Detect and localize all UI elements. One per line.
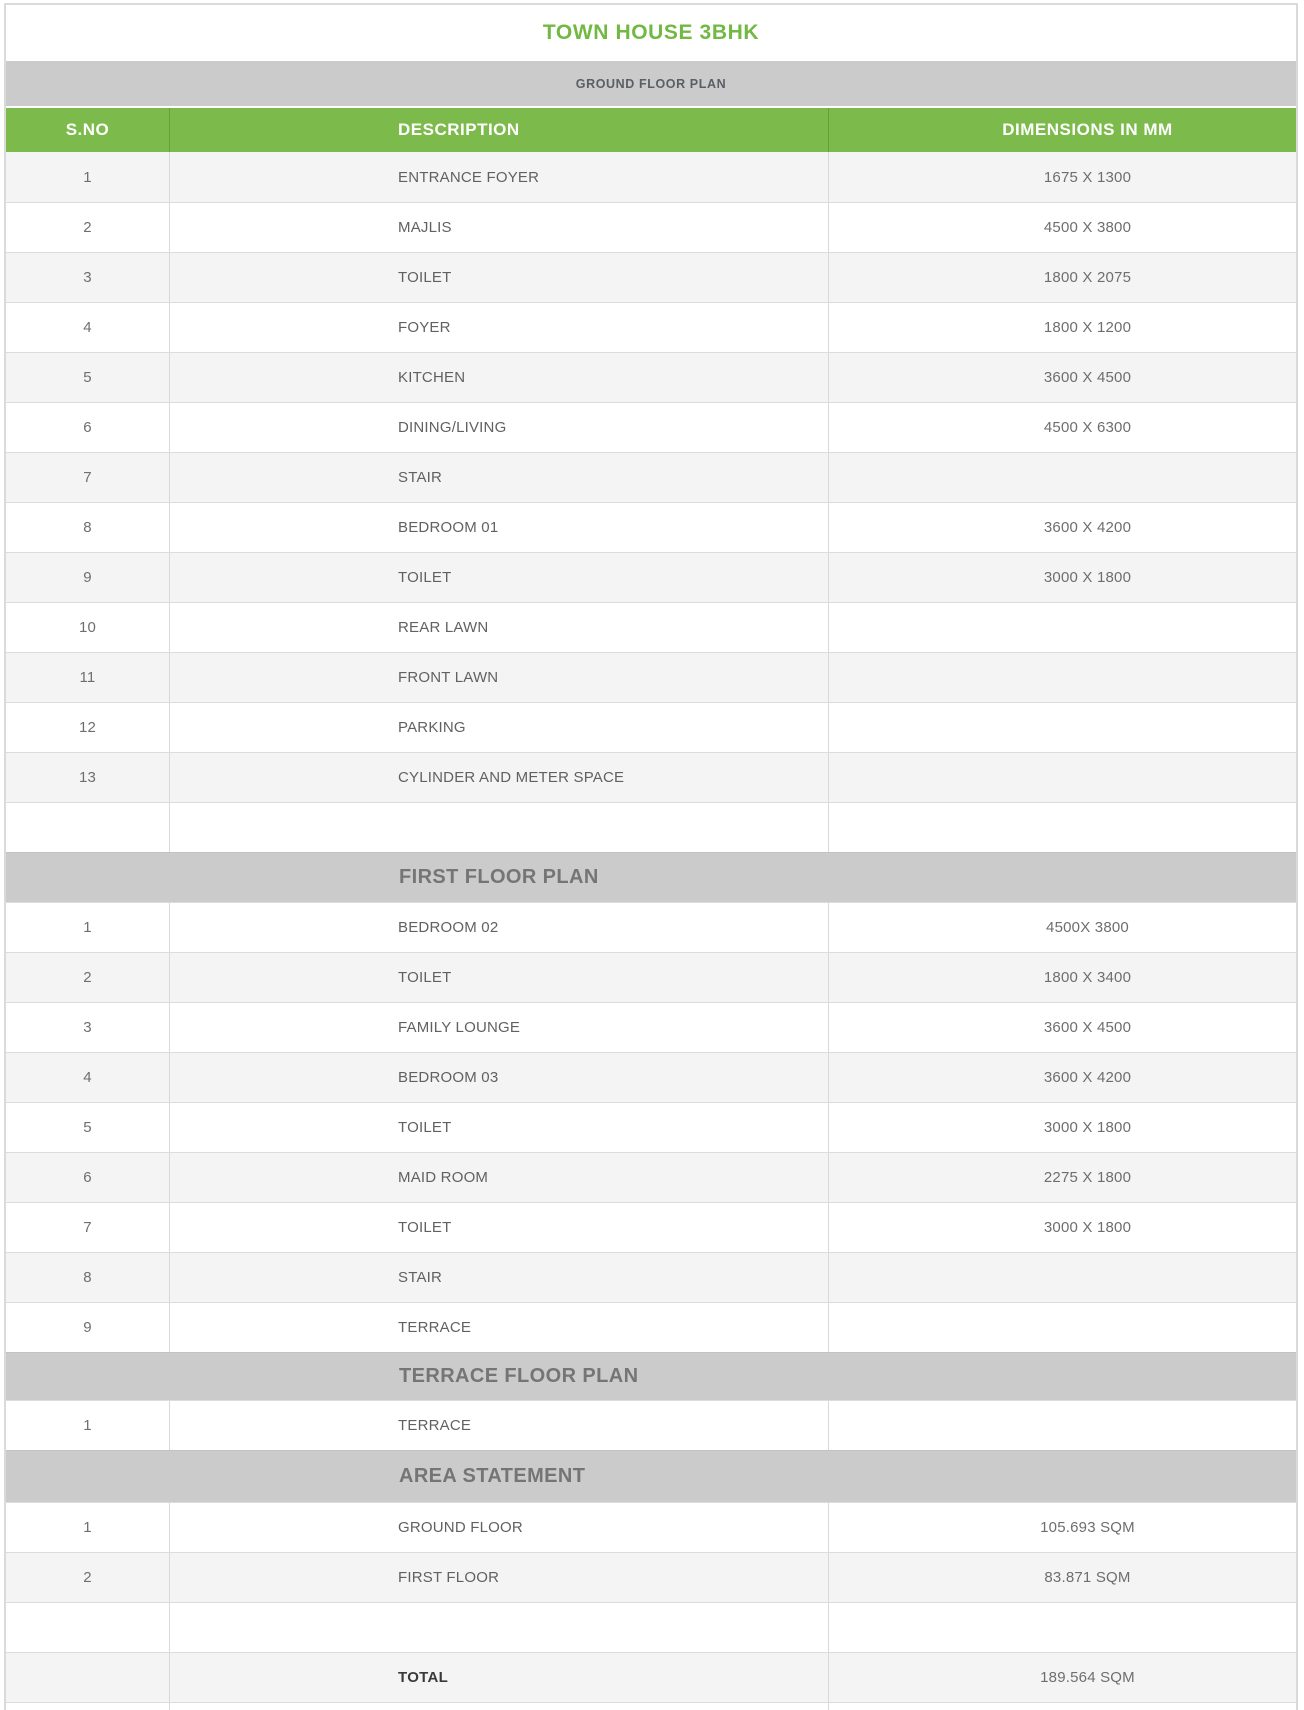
table-row	[6, 1052, 1296, 1102]
dimension-cell	[829, 1603, 1296, 1652]
dimension-cell: 4500X 3800	[1046, 919, 1129, 936]
sno-cell: 3	[6, 253, 170, 302]
dimension-cell: 83.871 SQM	[1044, 1569, 1131, 1586]
description-cell: DINING/LIVING	[170, 403, 829, 452]
table-row	[6, 402, 1296, 452]
section-band-ground-floor-plan	[6, 61, 1296, 108]
dimension-cell	[829, 803, 1296, 852]
column-header-dimensions: DIMENSIONS IN MM	[1002, 120, 1173, 139]
description-cell: FAMILY LOUNGE	[170, 1003, 829, 1052]
dimension-cell	[829, 703, 1296, 752]
dimension-cell: 105.693 SQM	[1040, 1519, 1135, 1536]
column-header-description: DESCRIPTION	[170, 108, 829, 152]
description-cell: STAIR	[170, 1253, 829, 1302]
table-row	[6, 1602, 1296, 1652]
table-row	[6, 902, 1296, 952]
dimension-cell: 1800 X 1200	[1043, 319, 1132, 336]
description-cell: MAJLIS	[170, 203, 829, 252]
description-cell: FOYER	[170, 303, 829, 352]
table-row	[6, 1002, 1296, 1052]
column-header-sno: S.NO	[6, 108, 170, 152]
dimension-cell: 1800 X 3400	[1043, 969, 1132, 986]
sno-cell: 1	[6, 152, 170, 202]
dimension-cell: 4500 X 6300	[1043, 419, 1132, 436]
table-row	[6, 652, 1296, 702]
dimension-cell: 1800 X 2075	[1043, 269, 1132, 286]
dimension-cell	[829, 453, 1296, 502]
description-cell: TOILET	[170, 953, 829, 1002]
table-row	[6, 802, 1296, 852]
table-row	[6, 502, 1296, 552]
description-cell	[170, 1603, 829, 1652]
description-cell: STAIR	[170, 453, 829, 502]
sno-cell: 13	[6, 753, 170, 802]
dimension-cell	[829, 753, 1296, 802]
dimension-cell: 4500 X 3800	[1043, 219, 1132, 236]
description-cell: TOILET	[170, 1103, 829, 1152]
table-row	[6, 1302, 1296, 1352]
description-cell	[170, 1703, 829, 1710]
sno-cell: 1	[6, 903, 170, 952]
dimension-cell	[829, 1401, 1296, 1450]
section-band-first-floor	[6, 852, 1296, 902]
sno-cell: 2	[6, 203, 170, 252]
dimension-cell	[829, 1303, 1296, 1352]
dimension-cell: 189.564 SQM	[1040, 1669, 1135, 1686]
section-band-label: FIRST FLOOR PLAN	[399, 866, 599, 888]
dimension-cell	[829, 603, 1296, 652]
sno-cell: 7	[6, 1203, 170, 1252]
sno-cell: 12	[6, 703, 170, 752]
table-row	[6, 1702, 1296, 1710]
title-row	[6, 5, 1296, 61]
dimension-cell: 3000 X 1800	[1043, 1119, 1132, 1136]
table-row	[6, 752, 1296, 802]
description-cell: TOTAL	[170, 1653, 829, 1702]
dimension-cell	[829, 1703, 1296, 1710]
sno-cell: 6	[6, 1153, 170, 1202]
section-band-label: TERRACE FLOOR PLAN	[399, 1365, 639, 1387]
sno-cell: 4	[6, 1053, 170, 1102]
dimension-cell	[829, 653, 1296, 702]
description-cell: TOILET	[170, 253, 829, 302]
table-row	[6, 202, 1296, 252]
description-cell: TERRACE	[170, 1303, 829, 1352]
dimension-cell: 3600 X 4500	[1043, 1019, 1132, 1036]
dimension-cell: 2275 X 1800	[1043, 1169, 1132, 1186]
description-cell: ENTRANCE FOYER	[170, 152, 829, 202]
description-cell: BEDROOM 02	[170, 903, 829, 952]
sno-cell: 1	[6, 1503, 170, 1552]
sno-cell: 8	[6, 1253, 170, 1302]
dimension-cell: 1675 X 1300	[1043, 168, 1132, 186]
sno-cell: 9	[6, 1303, 170, 1352]
table-body	[6, 152, 1296, 1710]
dimension-cell: 3600 X 4200	[1043, 1069, 1132, 1086]
sno-cell: 2	[6, 1553, 170, 1602]
sno-cell	[6, 1703, 170, 1710]
table-row	[6, 352, 1296, 402]
table-header-row	[6, 108, 1296, 152]
table-row	[6, 452, 1296, 502]
sno-cell	[6, 803, 170, 852]
description-cell: GROUND FLOOR	[170, 1503, 829, 1552]
table-row	[6, 302, 1296, 352]
table-row	[6, 1252, 1296, 1302]
specification-table	[4, 3, 1298, 1710]
table-row	[6, 952, 1296, 1002]
sno-cell	[6, 1603, 170, 1652]
sno-cell: 5	[6, 353, 170, 402]
dimension-cell: 3000 X 1800	[1043, 569, 1132, 586]
section-band-label: AREA STATEMENT	[399, 1465, 586, 1487]
table-row	[6, 152, 1296, 202]
sno-cell: 5	[6, 1103, 170, 1152]
description-cell: KITCHEN	[170, 353, 829, 402]
table-row	[6, 702, 1296, 752]
description-cell: PARKING	[170, 703, 829, 752]
dimension-cell: 3000 X 1800	[1043, 1219, 1132, 1236]
dimension-cell: 3600 X 4200	[1043, 519, 1132, 536]
sno-cell	[6, 1653, 170, 1702]
dimension-cell	[829, 1253, 1296, 1302]
table-row	[6, 1400, 1296, 1450]
sno-cell: 7	[6, 453, 170, 502]
dimension-cell: 3600 X 4500	[1043, 369, 1132, 386]
description-cell: FIRST FLOOR	[170, 1553, 829, 1602]
description-cell: CYLINDER AND METER SPACE	[170, 753, 829, 802]
table-row	[6, 1552, 1296, 1602]
sno-cell: 8	[6, 503, 170, 552]
description-cell: FRONT LAWN	[170, 653, 829, 702]
section-band-area-statement	[6, 1450, 1296, 1502]
description-cell: TERRACE	[170, 1401, 829, 1450]
table-row	[6, 252, 1296, 302]
sno-cell: 11	[6, 653, 170, 702]
sno-cell: 9	[6, 553, 170, 602]
table-row	[6, 1502, 1296, 1552]
description-cell: BEDROOM 03	[170, 1053, 829, 1102]
description-cell: BEDROOM 01	[170, 503, 829, 552]
description-cell: MAID ROOM	[170, 1153, 829, 1202]
table-row	[6, 602, 1296, 652]
description-cell	[170, 803, 829, 852]
sno-cell: 6	[6, 403, 170, 452]
table-row	[6, 552, 1296, 602]
section-band-label: GROUND FLOOR PLAN	[575, 76, 727, 91]
table-row	[6, 1152, 1296, 1202]
description-cell: TOILET	[170, 553, 829, 602]
sno-cell: 4	[6, 303, 170, 352]
sno-cell: 10	[6, 603, 170, 652]
description-cell: TOILET	[170, 1203, 829, 1252]
section-band-terrace-floor	[6, 1352, 1296, 1400]
table-row	[6, 1202, 1296, 1252]
description-cell: REAR LAWN	[170, 603, 829, 652]
sno-cell: 2	[6, 953, 170, 1002]
page-title: TOWN HOUSE 3BHK	[542, 21, 760, 44]
sno-cell: 3	[6, 1003, 170, 1052]
table-row	[6, 1102, 1296, 1152]
sno-cell: 1	[6, 1401, 170, 1450]
table-row	[6, 1652, 1296, 1702]
